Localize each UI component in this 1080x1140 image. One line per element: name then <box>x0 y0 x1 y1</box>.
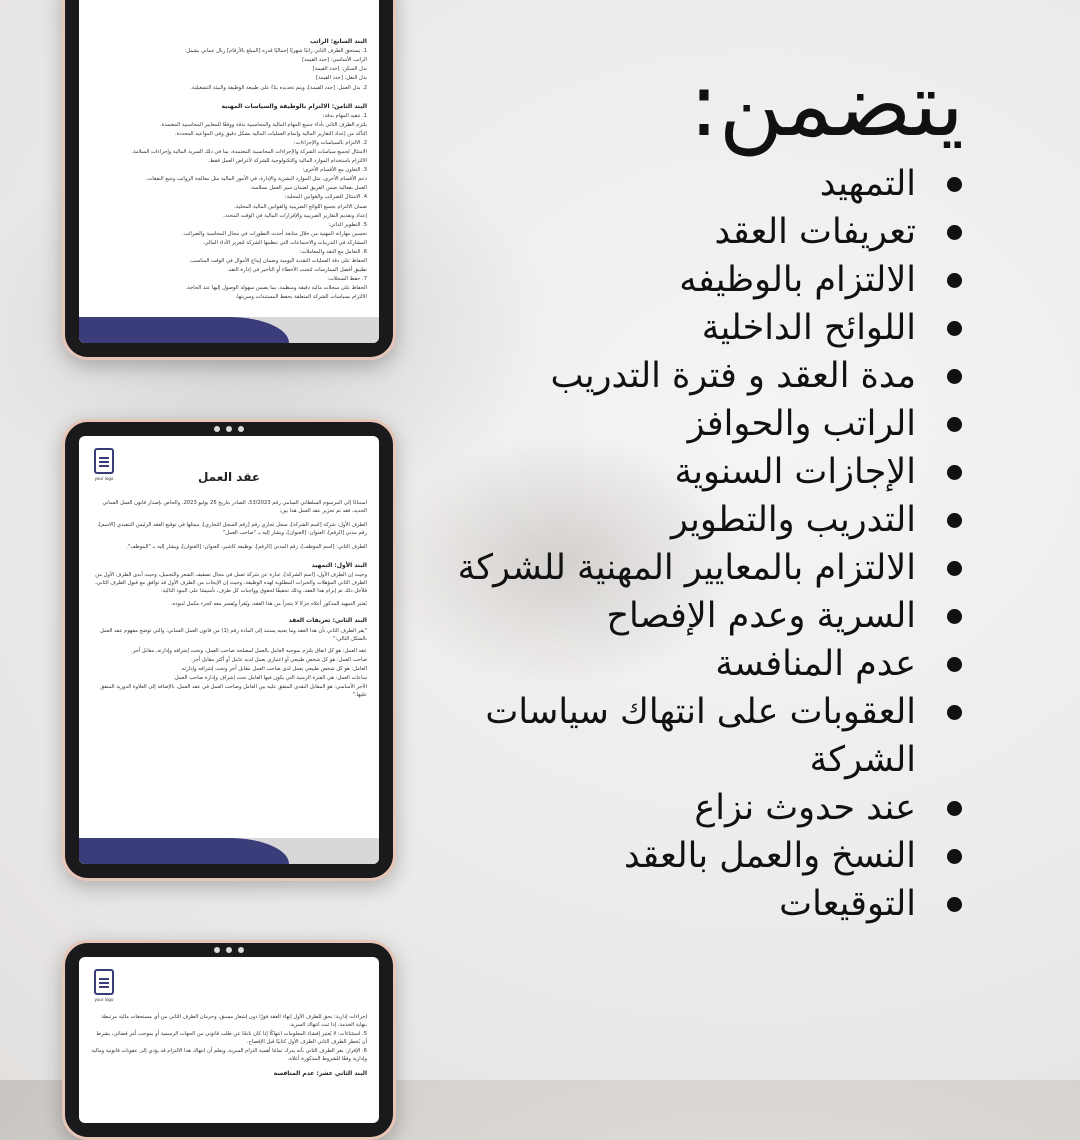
document-page-bottom <box>79 957 379 1123</box>
doc-line: 6. الإقرار: يقر الطرف الثاني بأنه يدرك تمامًا أهمية التزام السرية، ويعلم أن انتهاك هذا الالتزام قد يؤدي إلى عقوبات قانونية ومالية وإدارية وفقًا للشروط المذكورة أعلاه. <box>91 1048 367 1063</box>
page-heading: يتضمن: <box>689 53 964 156</box>
contents-item-label: السرية وعدم الإفصاح <box>606 596 916 636</box>
contents-item-label: مدة العقد و فترة التدريب <box>550 356 916 396</box>
definition-item: عقد العمل: هو كل اتفاق يلتزم بموجبه العامل بالعمل لمصلحة صاحب العمل، وتحت إشرافه وإدارته، مقابل أجر. <box>131 647 367 654</box>
doc-definitions-list <box>91 647 367 699</box>
doc-line: 2. بدل العمل: [حدد القيمة]، ويتم تحديده بناءً على طبيعة الوظيفة والبيئة التشغيلية. <box>190 84 367 91</box>
page-footer-decoration <box>79 317 379 343</box>
doc-line: بدل السكن: [حدد القيمة] <box>312 66 367 73</box>
doc-line: يلتزم الطرف الثاني بأداء جميع المهام المالية والمحاسبية بدقة ووفقًا للمعايير المحاسبية المعتمدة. <box>160 121 367 128</box>
contents-item <box>440 688 960 784</box>
definition-item: ساعات العمل: هي الفترة الزمنية التي يكون فيها العامل تحت إشراف وإدارة صاحب العمل. <box>173 675 367 682</box>
contents-item-label: الالتزام بالوظيفه <box>679 260 916 300</box>
doc-section-body <box>91 1013 367 1063</box>
contents-item <box>440 160 960 208</box>
contents-item <box>440 448 960 496</box>
contents-item-label: الإجازات السنوية <box>674 452 916 492</box>
document-page-middle <box>79 436 379 864</box>
doc-line: 1. تنفيذ المهام بدقة: <box>322 112 367 119</box>
document-icon <box>94 448 114 474</box>
document-page-top <box>79 0 379 343</box>
tablet-preview-bottom <box>62 940 396 1140</box>
contents-item-label: تعريفات العقد <box>714 212 916 252</box>
doc-section-heading: البند الثاني عشر: عدم المنافسة <box>273 1070 367 1078</box>
doc-section-heading: البند السابع: الراتب <box>310 38 367 45</box>
logo-label: your logo <box>94 997 114 1002</box>
contents-item <box>440 880 960 928</box>
bullet-icon <box>947 849 962 864</box>
doc-line: دعم الأقسام الأخرى، مثل الموارد البشرية والإدارة، في الأمور المالية مثل معالجة الرواتب وتتبع النفقات. <box>145 176 367 183</box>
bullet-icon <box>947 561 962 576</box>
doc-line: بدل النقل: [حدد القيمة] <box>315 75 367 82</box>
doc-section-body <box>91 112 367 301</box>
doc-party-first: الطرف الأول: شركة [اسم الشركة]، سجل تجاري رقم [رقم السجل التجاري]، ممثلها في توقيع العقد الرئيس التنفيذي [الاسم]، رقم مدني [الرقم]، العنوان: [العنوان]، ويشار إليه بـ "صاحب العمل" <box>97 521 367 536</box>
doc-line: إجراءات إدارية: يحق للطرف الأول إنهاء العقد فورًا دون إشعار مسبق، وحرمان الطرف الثاني من أي مستحقات مالية مرتبطة بنهاية الخدمة، إذا ثبت انتهاك السرية. <box>101 1014 367 1029</box>
doc-line: الراتب الأساسي: [حدد القيمة] <box>302 57 367 64</box>
bullet-icon <box>947 897 962 912</box>
doc-line: تطبيق أفضل الممارسات لتجنب الأخطاء أو التأخير في إدارة النقد. <box>227 266 367 273</box>
doc-line: تحسين مهاراته المهنية من خلال متابعة أحدث التطورات في مجال المحاسبة والضرائب. <box>182 230 367 237</box>
contents-item <box>440 544 960 592</box>
contents-item-label: النسخ والعمل بالعقد <box>624 836 916 876</box>
doc-section-body <box>91 47 367 91</box>
logo-label: your logo <box>94 476 114 481</box>
page-footer-decoration <box>79 838 379 864</box>
contents-item <box>440 208 960 256</box>
contents-item <box>440 592 960 640</box>
doc-section-heading: البند الثامن: الالتزام بالوظيفة والسياسات المهنية <box>221 102 367 110</box>
doc-line: التأكد من إعداد التقارير المالية وإتمام العمليات المالية بشكل دقيق وفي المواعيد المحددة. <box>174 131 367 138</box>
bullet-icon <box>947 177 962 192</box>
bullet-icon <box>947 417 962 432</box>
doc-title: عقد العمل <box>197 470 261 484</box>
doc-section-heading: البند الثاني: تعريفات العقد <box>288 617 367 625</box>
doc-line: إعداد وتقديم التقارير الضريبية والإقرارات المالية في الوقت المحدد. <box>223 212 367 219</box>
bullet-icon <box>947 321 962 336</box>
doc-line: 5. التطوير الذاتي: <box>328 221 367 228</box>
contents-item <box>440 352 960 400</box>
doc-party-second: الطرف الثاني: [اسم الموظف]، رقم المدني [الرقم]، بوظيفة كاشير، العنوان: [العنوان]، ويشار إليه بـ "الموظف". <box>126 543 367 550</box>
contents-item-label: التمهيد <box>819 164 916 204</box>
doc-intro: استنادًا إلى المرسوم السلطاني السامي رقم 53/2023، الصادر بتاريخ 25 يوليو 2023، والخاص بإصدار قانون العمل العماني الجديد، فقد تم تحرير عقد العمل هذا بين: <box>102 499 367 514</box>
contents-item <box>440 784 960 832</box>
contents-item-label: اللوائح الداخلية <box>701 308 916 348</box>
contents-item-label: التدريب والتطوير <box>670 500 916 540</box>
bullet-icon <box>947 225 962 240</box>
doc-line: الحفاظ على سجلات مالية دقيقة ومنظمة، بما يضمن سهولة الوصول إليها عند الحاجة. <box>185 285 367 292</box>
company-logo <box>91 448 117 482</box>
contents-list <box>440 160 960 928</box>
tablet-preview-middle <box>62 419 396 881</box>
doc-line: 7. حفظ السجلات: <box>327 276 367 283</box>
doc-section-body: "يقر الطرف الثاني بأن هذا العقد وما يعنيه يستند إلى المادة رقم (1) من قانون العمل العماني، والتي توضح مفهوم عقد العمل بالشكل التالي:" <box>99 627 367 642</box>
doc-section-body: وحيث إن الطرف الأول، [اسم الشركة]، عبارة عن شركة تعمل في مجال تصفيف الشعر والتجميل، وحيث أبدى الطرف الأول من الطرف الثاني المؤهلات والخبرات المطلوبة لهذه الوظيفة، وحيث إن الإيجاب من الطرف الأول قد توافق مع قبول الطرف الثاني، فلأجل ذلك تم إبرام هذا العقد، وذلك تحقيقًا لحقوق وواجبات كل طرف، تأسيسًا على البنود التالية: <box>95 572 367 595</box>
doc-line: الحفاظ على دقة العمليات النقدية اليومية وضمان إيداع الأموال في الوقت المناسب. <box>189 257 367 264</box>
doc-line: الالتزام بسياسات الشركة المتعلقة بحفظ المستندات وسريتها. <box>235 294 367 301</box>
doc-line: الامتثال لجميع سياسات الشركة والإجراءات المحاسبية المعتمدة، بما في ذلك السرية المالية وإجراءات السلامة. <box>131 149 367 156</box>
tablet-preview-top <box>62 0 396 360</box>
contents-item <box>440 832 960 880</box>
camera-dots <box>214 947 244 953</box>
doc-section-note: يُعتبر التمهيد المذكور أعلاه جزءًا لا يتجزأ من هذا العقد، ويُقرأ ويُفسر معه كجزء مكمل لبنوده. <box>170 601 367 608</box>
doc-line: 6. التعامل مع النقد والمعاملات: <box>299 248 367 255</box>
doc-line: المشاركة في التدريبات والاجتماعات التي تنظمها الشركة لتعزيز الأداء المالي. <box>202 239 367 246</box>
doc-line: 4. الامتثال للضرائب والقوانين المحلية: <box>284 194 367 201</box>
contents-item <box>440 496 960 544</box>
definition-item: الأجر الأساسي: هو المقابل النقدي المتفق عليه بين العامل وصاحب العمل في عقد العمل، بالإضافة إلى العلاوة الدورية المتفق عليها." <box>100 684 367 699</box>
contents-item-label: التوقيعات <box>779 884 916 924</box>
camera-dots <box>214 426 244 432</box>
bullet-icon <box>947 465 962 480</box>
doc-line: ضمان الالتزام بجميع اللوائح الضريبية والقوانين المالية المحلية. <box>234 203 367 210</box>
doc-section-heading: البند الأول: التمهيد <box>311 561 367 569</box>
document-icon <box>94 969 114 995</box>
definition-item: صاحب العمل: هو كل شخص طبيعي أو اعتباري يعمل لديه عامل أو أكثر مقابل أجر. <box>191 656 367 663</box>
contents-item-label: الراتب والحوافز <box>687 404 916 444</box>
bullet-icon <box>947 705 962 720</box>
doc-line: 1. يستحق الطرف الثاني راتبًا شهريًا إجماليًا قدره [المبلغ بالأرقام] ريال عماني يشمل: <box>184 48 367 55</box>
contents-item <box>440 304 960 352</box>
contents-item-label: العقوبات على انتهاك سياسات الشركة <box>485 692 916 780</box>
doc-line: 5. استثناءات: لا يُعتبر إفشاء المعلومات انتهاكًا إذا كان ناتجًا عن طلب قانوني من الجهات الرسمية أو بموجب أمر قضائي، بشرط أن يُخطر الطرف الثاني الطرف الأول كتابيًا قبل الإفصاح. <box>96 1031 367 1046</box>
doc-line: العمل بفعالية ضمن الفريق لضمان سير العمل بسلاسة. <box>249 185 367 192</box>
bullet-icon <box>947 801 962 816</box>
bullet-icon <box>947 513 962 528</box>
contents-item <box>440 640 960 688</box>
definition-item: العامل: هو كل شخص طبيعي يعمل لدى صاحب العمل مقابل أجر وتحت إشرافه وإدارته. <box>180 666 367 672</box>
contents-item <box>440 256 960 304</box>
bullet-icon <box>947 609 962 624</box>
contents-item <box>440 400 960 448</box>
bullet-icon <box>947 657 962 672</box>
contents-item-label: عدم المنافسة <box>715 644 916 684</box>
contents-item-label: عند حدوث نزاع <box>694 788 916 828</box>
company-logo <box>91 969 117 1003</box>
bullet-icon <box>947 369 962 384</box>
doc-line: الالتزام باستخدام الموارد المالية والتكنولوجية للشركة لأغراض العمل فقط. <box>208 158 367 165</box>
doc-line: 2. الالتزام بالسياسات والإجراءات: <box>293 140 367 147</box>
contents-item-label: الالتزام بالمعايير المهنية للشركة <box>457 548 916 588</box>
doc-line: 3. التعاون مع الأقسام الأخرى: <box>302 167 367 174</box>
bullet-icon <box>947 273 962 288</box>
